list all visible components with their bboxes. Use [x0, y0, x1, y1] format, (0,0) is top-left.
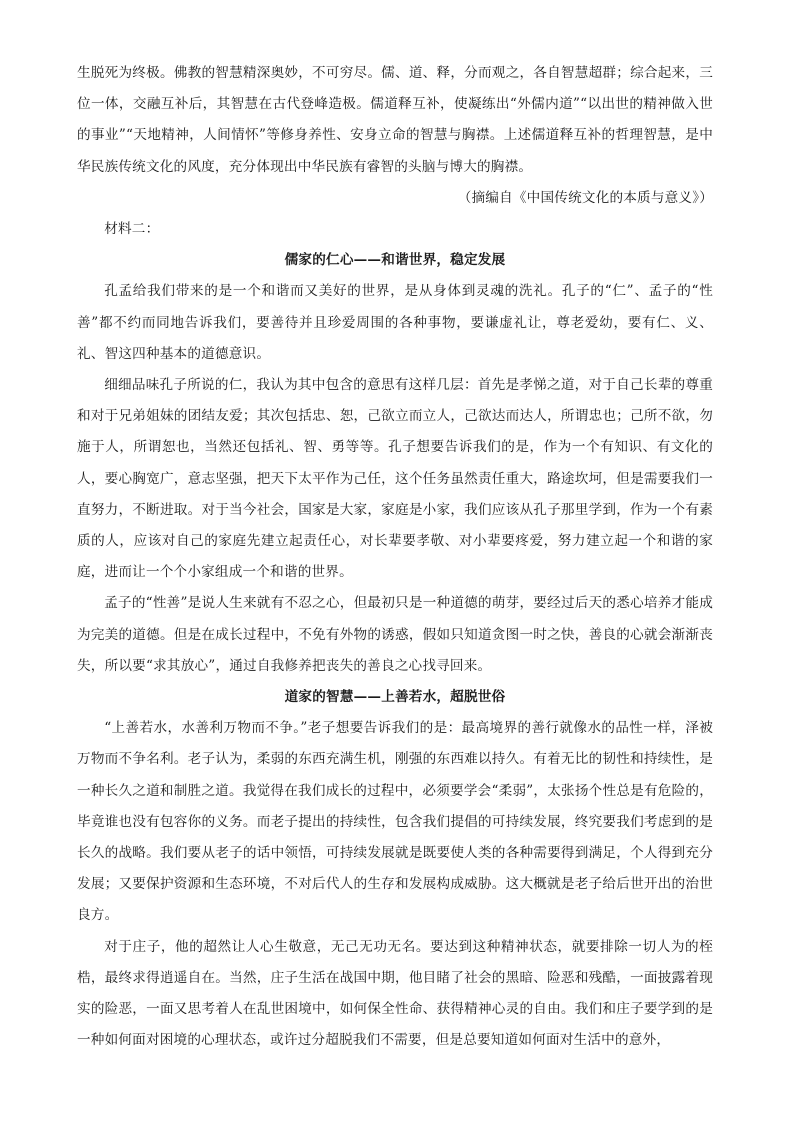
paragraph-continuation: 生脱死为终极。佛教的智慧精深奥妙，不可穷尽。儒、道、释，分而观之，各自智慧超群；综合起来，三位一体，交融互补后，其智慧在古代登峰造极。儒道释互补，使凝练出“外儒内道”“以出世的精神做入世的事业”“天地精神，人间情怀”等修身养性、安身立命的智慧与胸襟。上述儒道释互补的哲理智慧，是中华民族传统文化的风度，充分体现出中华民族有睿智的头脑与博大的胸襟。	[77, 65, 713, 175]
paragraph-confucius-mencius: 孔孟给我们带来的是一个和谐而又美好的世界，是从身体到灵魂的洗礼。孔子的“仁”、孟子的“性善”都不约而同地告诉我们，要善待并且珍爱周围的各种事物，要谦虚礼让，尊老爱幼，要有仁、义、礼、智这四种基本的道德意识。	[77, 283, 713, 362]
document-page	[77, 58, 713, 1057]
paragraph-mencius-xingshan: 孟子的“性善”是说人生来就有不忍之心，但最初只是一种道德的萌芽，要经过后天的悉心培养才能成为完美的道德。但是在成长过程中，不免有外物的诱惑，假如只知道贪图一时之快，善良的心就会渐渐丧失，所以要“求其放心”，通过自我修养把丧失的善良之心找寻回来。	[77, 595, 713, 674]
material-label: 材料二：	[104, 221, 160, 238]
paragraph-laozi: “上善若水，水善利万物而不争。”老子想要告诉我们的是：最高境界的善行就像水的品性一样，泽被万物而不争名利。老子认为，柔弱的东西充满生机，刚强的东西难以持久。有着无比的韧性和持续性，是一种长久之道和制胜之道。我觉得在我们成长的过程中，必须要学会“柔弱”，太张扬个性总是有危险的，毕竟谁也没有包容你的义务。而老子提出的持续性，包含我们提倡的可持续发展，终究要我们考虑到的是长久的战略。我们要从老子的话中领悟，可持续发展就是既要使人类的各种需要得到满足，个人得到充分发展；又要保护资源和生态环境，不对后代人的生存和发展构成威胁。这大概就是老子给后世开出的治世良方。	[77, 720, 713, 924]
paragraph-confucius-ren: 细细品味孔子所说的仁，我认为其中包含的意思有这样几层：首先是孝悌之道，对于自己长辈的尊重和对于兄弟姐妹的团结友爱；其次包括忠、恕，己欲立而立人，己欲达而达人，所谓忠也；己所不欲，勿施于人，所谓恕也，当然还包括礼、智、勇等等。孔子想要告诉我们的是，作为一个有知识、有文化的人，要心胸宽广，意志坚强，把天下太平作为己任，这个任务虽然责任重大，路途坎坷，但是需要我们一直努力，不断进取。对于当今社会，国家是大家，家庭是小家，我们应该从孔子那里学到，作为一个有素质的人，应该对自己的家庭先建立起责任心，对长辈要孝敬、对小辈要疼爱，努力建立起一个和谐的家庭，进而让一个个小家组成一个和谐的世界。	[77, 377, 713, 581]
section-heading-confucian: 儒家的仁心——和谐世界，稳定发展	[284, 252, 506, 269]
section-heading-taoist: 道家的智慧——上善若水，超脱世俗	[284, 689, 506, 706]
paragraph-zhuangzi: 对于庄子，他的超然让人心生敬意，无己无功无名。要达到这种精神状态，就要排除一切人为的桎梏，最终求得逍遥自在。当然，庄子生活在战国中期，他目睹了社会的黑暗、险恶和残酷，一面披露着现实的险恶，一面又思考着人在乱世困境中，如何保全性命、获得精神心灵的自由。我们和庄子要学到的是一种如何面对困境的心理状态，或许过分超脱我们不需要，但是总要知道如何面对生活中的意外，	[77, 938, 713, 1049]
source-citation: （摘编自《中国传统文化的本质与意义》）	[457, 189, 713, 206]
